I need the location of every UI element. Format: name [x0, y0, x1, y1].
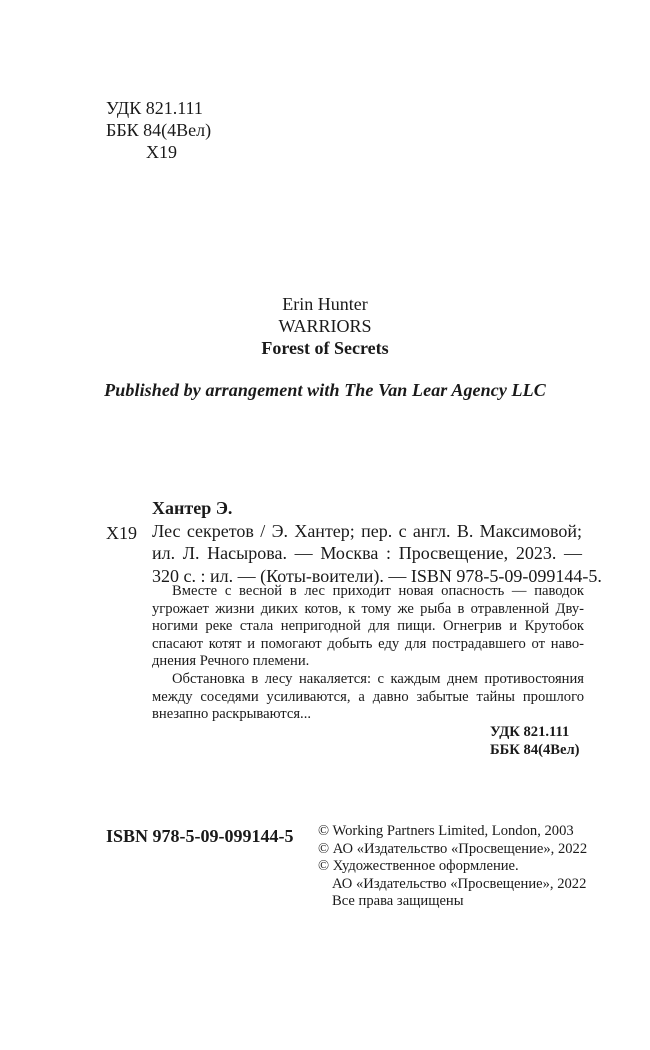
isbn: ISBN 978-5-09-099144-5	[106, 826, 294, 846]
header-codes	[106, 97, 211, 163]
annotation-line: ногими реке стала непригодной для пищи. Огнегрив и Крутобок	[152, 618, 584, 635]
catalog-code: Х19	[106, 523, 137, 543]
footer-bbk: ББК 84(4Вел)	[490, 741, 580, 758]
copyright-line: © АО «Издательство «Просвещение», 2022	[318, 840, 588, 857]
bbk-code: ББК 84(4Вел)	[106, 120, 212, 140]
annotation	[152, 583, 584, 724]
copyright-block	[318, 823, 587, 911]
footer-udk: УДК 821.111	[490, 724, 570, 740]
copyright-line: © Художественное оформление.	[318, 858, 519, 875]
udk-code: УДК 821.111	[106, 98, 203, 118]
annotation-line: угрожает жизни диких котов, к тому же рыба в отравленной Дву-	[152, 600, 584, 617]
catalog-line: ил. Л. Насырова. — Москва : Просвещение, 2023. —	[152, 543, 582, 563]
annotation-paragraph-1	[152, 583, 584, 671]
catalog-author: Хантер Э.	[152, 498, 233, 518]
footer-codes	[490, 724, 580, 759]
annotation-line: Обстановка в лесу накаляется: с каждым днем противостояния	[172, 670, 584, 687]
copyright-line: АО «Издательство «Просвещение», 2022	[332, 875, 587, 892]
catalog-line: Лес секретов / Э. Хантер; пер. с англ. В. Максимовой;	[152, 520, 582, 541]
annotation-line: Вместе с весной в лес приходит новая опасность — паводок	[172, 583, 584, 599]
original-series: WARRIORS	[278, 316, 372, 336]
annotation-line: спасают котят и помогают добыть еду для пострадавшего от наво-	[152, 635, 584, 652]
bibliographic-record	[152, 497, 602, 587]
annotation-line: днения Речного племени.	[152, 653, 310, 670]
annotation-line: внезапно раскрываются...	[152, 706, 311, 723]
publication-note: Published by arrangement with The Van Lear Agency LLC	[104, 380, 546, 400]
author-mark: Х19	[146, 142, 177, 162]
annotation-line: между соседями усиливаются, а давно забытые тайны прошлого	[152, 688, 584, 705]
original-title-block	[0, 293, 650, 359]
copyright-line: Все права защищены	[332, 893, 464, 910]
original-author: Erin Hunter	[282, 294, 368, 314]
annotation-paragraph-2	[152, 671, 584, 724]
original-title: Forest of Secrets	[261, 338, 389, 358]
copyright-line: © Working Partners Limited, London, 2003	[318, 823, 574, 839]
catalog-line: 320 с. : ил. — (Коты-воители). — ISBN 978-5-09-099144-5.	[152, 565, 602, 586]
